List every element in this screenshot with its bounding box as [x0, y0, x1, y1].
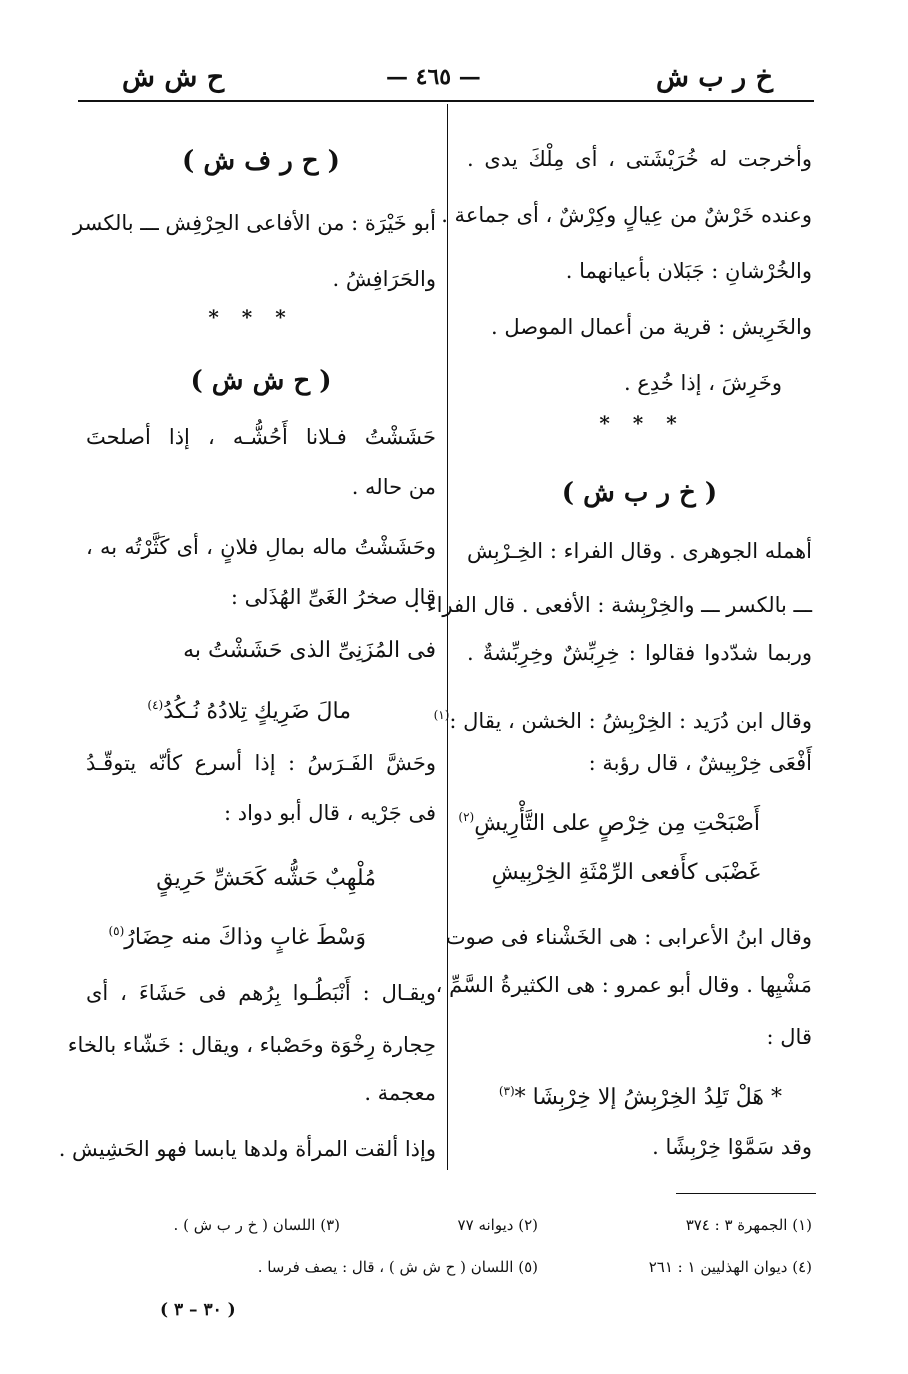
section-heading: ( خ ر ب ش ): [561, 478, 718, 508]
entry-line: أهمله الجوهرى . وقال الفراء : الخِـرْبِش: [467, 539, 812, 563]
verse-line: وَسْطَ غابٍ وذاكَ منه حِضَارُ$^{(٥)}$: [108, 924, 366, 950]
footnote-marker: (٤): [147, 698, 164, 712]
footnote-rule: [676, 1193, 816, 1194]
footnote-marker: (٢): [458, 810, 475, 824]
entry-line: وحَشَشْتُ ماله بمالِ فلانٍ ، أى كَثَّرْتُه به ،: [86, 535, 436, 559]
entry-line: وقال ابن دُرَيد : الخِرْبِشُ : الخشن ، يقال :$^{(١)}$: [433, 708, 812, 733]
column-divider: [447, 104, 448, 1170]
footnote: (١) الجمهرة ٣ : ٣٧٤: [685, 1216, 812, 1234]
section-separator: * * *: [599, 411, 685, 435]
entry-line: وإذا ألقت المرأة ولدها يابسا فهو الحَشِيش .: [58, 1137, 436, 1161]
footnote: (٣) اللسان ( خ ر ب ش ) .: [173, 1216, 340, 1234]
signature-mark: ( ٣٠ – ٣ ): [160, 1300, 236, 1320]
entry-line: فى جَرْيه ، قال أبو دواد :: [223, 801, 436, 825]
page-number: — ٤٦٥ —: [386, 64, 481, 90]
entry-line: والحَرَافِشُ .: [332, 267, 436, 291]
entry-line: وأخرجت له خُرَيْشَتى ، أى مِلْكَ يدى .: [467, 147, 812, 171]
entry-line: معجمة .: [364, 1081, 436, 1105]
verse-line: * هَلْ تَلِدُ الخِرْبِشُ إلا خِرْبِشَا *$^{(٣)}$: [498, 1084, 782, 1110]
entry-line: أَفْعَى خِرْبِيشٌ ، قال رؤبة :: [588, 751, 812, 775]
verse-line: أَصْبَحْتِ مِن خِرْصٍ على التَّأْرِيشِ$^{(٢)}$: [458, 810, 760, 836]
entry-line: قال صخرُ الغَىِّ الهُذَلى :: [230, 585, 436, 609]
footnote: (٤) ديوان الهذليين ١ : ٢٦١: [648, 1258, 812, 1276]
entry-line: من حاله .: [351, 475, 436, 499]
entry-line: وقال ابنُ الأعرابى : هى الخَشْناء فى صوت: [445, 925, 812, 949]
header-rule: [78, 100, 814, 102]
verse-line: فى المُزَنِىِّ الذى حَشَشْتُ به: [183, 638, 436, 663]
verse-line: غَضْبَى كأَفعى الرِّمْثَةِ الخِرْبِيشِ: [491, 860, 760, 885]
footnote-marker: (٣): [498, 1084, 515, 1098]
entry-line: وقد سَمَّوْا خِرْبِشًا .: [652, 1135, 812, 1159]
verse-line: مالَ ضَرِيكٍ تِلادُهُ نُـكُدُ$^{(٤)}$: [147, 698, 351, 724]
header-root-right: خ ر ب ش: [655, 62, 773, 93]
entry-line: والخَرِيش : قرية من أعمال الموصل .: [490, 315, 812, 339]
entry-line: ويقـال : أَنْبَطُـوا بِرُهم فى حَشَاءَ ، أى: [86, 981, 436, 1005]
section-heading: ( ح ش ش ): [190, 366, 332, 396]
entry-line: قال :: [766, 1025, 812, 1049]
entry-line: ـــ بالكسر ـــ والخِرْبِشة : الأفعى . قال الفراء :: [412, 593, 812, 617]
header-root-left: ح ش ش: [122, 62, 225, 93]
section-separator: * * *: [208, 305, 294, 329]
footnote: (٢) ديوانه ٧٧: [457, 1216, 538, 1234]
entry-line: وحَشَّ الفَـرَسُ : إذا أسرع كأنّه يتوقّـدُ: [86, 751, 436, 775]
entry-line: والخُرْشانِ : جَبَلان بأعيانهما .: [565, 259, 812, 283]
entry-line: حِجارة رِخْوَة وحَصْباء ، ويقال : خَشّاء بالخاء: [67, 1033, 436, 1057]
entry-line: وربما شدّدوا فقالوا : خِرِبِّشٌ وخِرِبِّشةٌ .: [467, 641, 812, 665]
entry-line: أبو خَيْرَة : من الأفاعى الحِرْفِش ـــ بالكسر: [73, 211, 436, 235]
footnote: (٥) اللسان ( ح ش ش ) ، قال : يصف فرسا .: [257, 1258, 538, 1276]
footnote-marker: (١): [433, 708, 450, 722]
entry-line: حَشَشْتُ فـلانا أَحُشُّـه ، إذا أصلحتَ: [86, 425, 436, 449]
entry-line: وخَرِشَ ، إذا خُدِع .: [623, 371, 782, 395]
entry-line: وعنده خَرْشٌ من عِيالٍ وكِرْشٌ ، أى جماعة .: [441, 203, 812, 227]
verse-line: مُلْهِبٌ حَشُّه كَحَشِّ حَرِيقٍ: [156, 866, 376, 891]
entry-line: مَشْيِها . وقال أبو عمرو : هى الكثيرةُ السَّمِّ ،: [435, 973, 812, 997]
footnote-marker: (٥): [108, 924, 125, 938]
section-heading: ( ح ر ف ش ): [182, 146, 340, 176]
